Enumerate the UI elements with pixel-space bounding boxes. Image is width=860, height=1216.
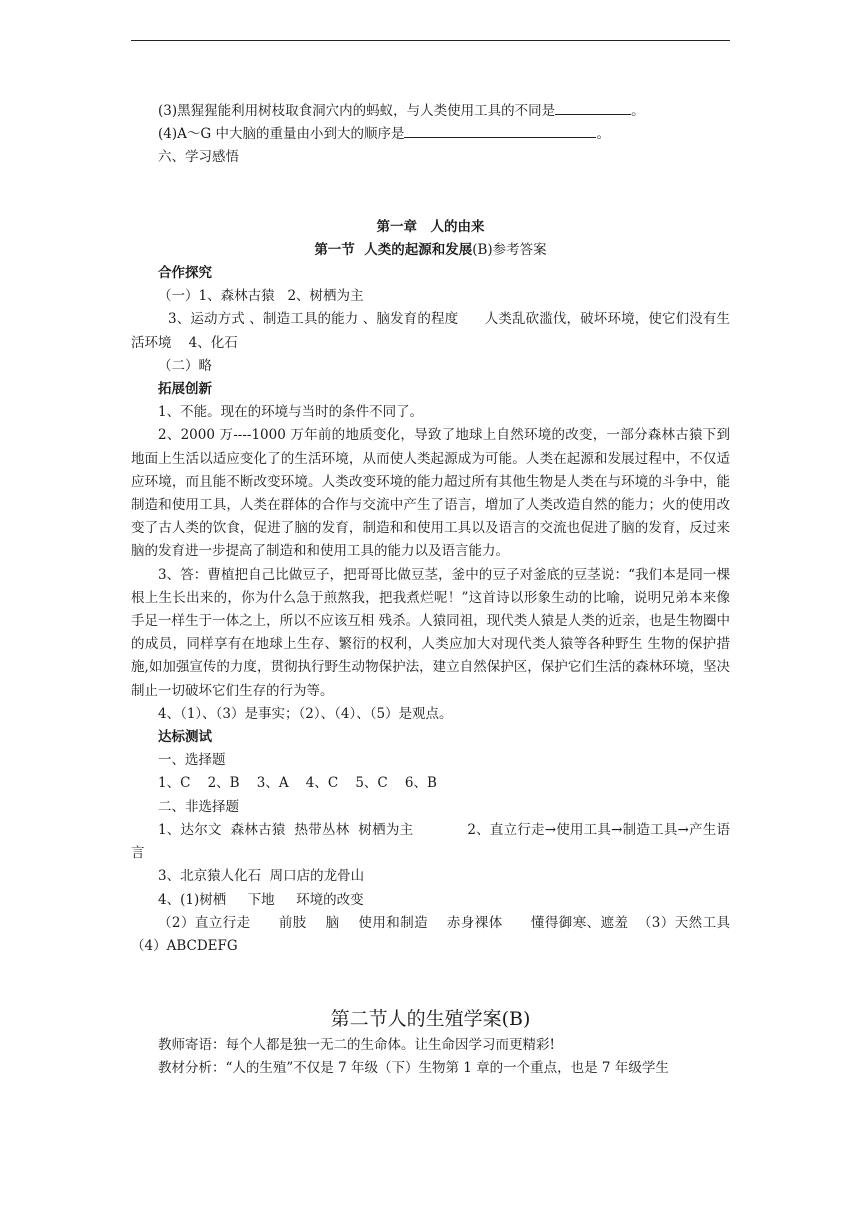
section-six-heading: 六、学习感悟 [158,149,239,166]
ext-answer-1: 1、不能。现在的环境与当时的条件不同了。 [158,404,424,421]
test-part-1-answers: 1、C 2、B 3、A 4、C 5、C 6、B [158,775,437,792]
test-answer-3: 3、北京猿人化石 周口店的龙骨山 [158,868,365,885]
section-title-rest: (B)参考答案 [472,241,547,258]
heading-test: 达标测试 [158,729,212,746]
question-3-end: 。 [631,103,645,119]
teacher-message: 教师寄语：每个人都是独一无二的生命体。让生命因学习而更精彩! [158,1037,555,1054]
spacer [131,170,730,216]
test-part-1-heading: 一、选择题 [158,752,226,769]
page-content [131,100,782,1081]
answer-blank-4 [404,125,596,138]
test-answer-4-cont: （2）直立行走 前肢 脑 使用和制造 赤身裸体 懂得御寒、遮羞 （3）天然工具 （4）ABCDEFG [131,914,782,954]
ext-answer-3: 3、答：曹植把自己比做豆子，把哥哥比做豆茎，釜中的豆子对釜底的豆茎说：“我们本是同一棵根上生长出来的，你为什么急于煎熬我，把我煮烂呢！”这首诗以形象生动的比喻，说明兄弟本来像手足一样生于一体之上，所以不应该互相 残杀。人猿同祖，现代类人猿是人类的近亲，也是生物圈中的成员，同样享有在地球上生存、繁衍的权利，人类应加大对现代类人猿等各种野生 生物的保护措施,如加强宣传的力度，贯彻执行野生动物保护法，建立自然保护区，保护它们生活的森林环境，坚决制止一切破坏它们生存的行为等。 [131,566,730,699]
section-title [131,239,730,262]
question-3-text: (3)黑猩猩能利用树枝取食洞穴内的蚂蚁，与人类使用工具的不同是 [158,103,556,119]
spacer [131,958,730,1004]
coop-line-2: 3、运动方式 、制造工具的能力 、脑发育的程度 人类乱砍滥伐，破坏环境，使它们没有生活环境 4、化石 [131,311,730,351]
material-analysis: 教材分析：“人的生殖”不仅是 7 年级（下）生物第 1 章的一个重点，也是 7 年级学生 [158,1060,669,1077]
test-answer-4: 4、(1)树栖 下地 环境的改变 [158,891,364,908]
question-3 [131,100,730,123]
coop-line-1: （一）1、森林古猿 2、树栖为主 [158,288,364,305]
ext-answer-2: 2、2000 万----1000 万年前的地质变化，导致了地球上自然环境的改变，一部分森林古猿下到地面上生活以适应变化了的生活环境，从而使人类起源成为可能。人类在起源和发展过程中，不仅适应环境，而且能不断改变环境。人类改变环境的能力超过所有其他生物是人类在与环境的斗争中，能制造和使用工具，人类在群体的合作与交流中产生了语言，增加了人类改造自然的能力；火的使用改变了古人类的饮食，促进了脑的发育，制造和和使用工具以及语言的交流也促进了脑的发育，反过来脑的发育进一步提高了制造和和使用工具的能力以及语言能力。 [131,427,730,560]
question-4 [131,123,730,146]
ext-answer-4: 4、（1）、（3）是事实；（2）、（4）、（5）是观点。 [158,705,453,722]
coop-line-3: （二）略 [158,357,212,374]
heading-cooperation: 合作探究 [158,265,212,282]
test-part-2-heading: 二、非选择题 [158,798,239,815]
question-4-end: 。 [596,126,610,143]
section-title-bold: 第一节 人类的起源和发展 [314,241,473,258]
header-rule [131,40,730,41]
lesson-title: 第二节人的生殖学案(B) [330,1008,531,1031]
test-answer-1: 1、达尔文 森林古猿 热带丛林 树栖为主 2、直立行走→使用工具→制造工具→产生语言 [131,821,730,862]
heading-extension: 拓展创新 [158,381,212,398]
chapter-title: 第一章 人的由来 [376,218,485,235]
answer-blank-3 [555,102,631,115]
question-4-text: (4)A～G 中大脑的重量由小到大的顺序是 [158,126,405,143]
